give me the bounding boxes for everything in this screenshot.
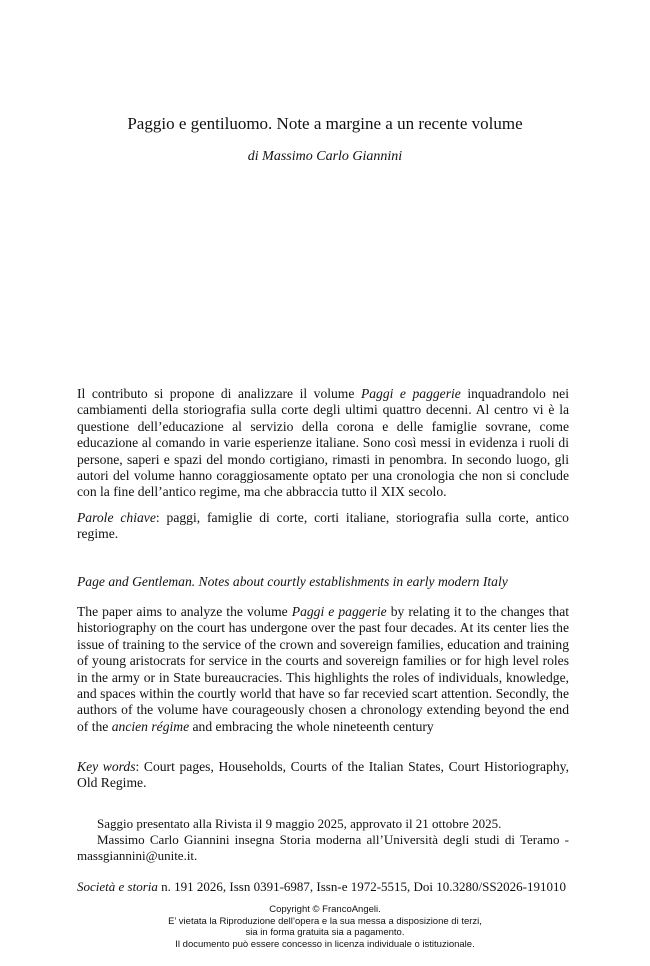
journal-name: Società e storia — [77, 879, 158, 894]
abstract-en-text-1: The paper aims to analyze the volume — [77, 604, 292, 619]
abstract-en-text-3: and embracing the whole nineteenth century — [189, 718, 434, 734]
citation-details: n. 191 2026, Issn 0391-6987, Issn-e 1972-5515, Doi 10.3280/SS2026-191010 — [157, 879, 566, 894]
copyright-line-1: Copyright © FrancoAngeli. — [269, 904, 381, 915]
abstract-en-ancien-regime: ancien régime — [111, 718, 190, 734]
article-title: Paggio e gentiluomo. Note a margine a un recente volume — [127, 114, 523, 133]
abstract-english — [77, 604, 569, 735]
copyright-notice — [0, 904, 650, 950]
keywords-it-text: : paggi, famiglie di corte, corti italiane, storiografia sulla corte, antico regime. — [77, 510, 569, 542]
keywords-en-text: : Court pages, Households, Courts of the Italian States, Court Historiography, Old Regime. — [77, 759, 569, 791]
keywords-italian — [77, 510, 569, 543]
copyright-line-4: Il documento può essere concesso in licenza individuale o istituzionale. — [175, 938, 475, 950]
journal-citation — [77, 879, 569, 895]
english-title: Page and Gentleman. Notes about courtly establishments in early modern Italy — [77, 574, 508, 589]
keywords-it-label: Parole chiave — [77, 510, 156, 525]
keywords-en-label: Key words — [77, 759, 136, 774]
keywords-english — [77, 759, 569, 792]
abstract-it-text-2: inquadrandolo nei cambiamenti della storiografia sulla corte degli ultimi quattro decenni. Al centro vi è la questione dell’educazione al servizio della corona e delle famiglie sovrane, come educazione al comando in varie esperienze italiane. Sono così messi in evidenza i ruoli di persone, saperi e spazi del mondo cortigiano, rimasti in penombra. In secondo luogo, gli autori del volume hanno coraggiosamente optato per una cronologia che non si conclude con la fine dell’antico regime, ma che abbraccia tutto il XIX secolo. — [77, 386, 569, 500]
copyright-line-3: sia in forma gratuita sia a pagamento. — [245, 927, 405, 938]
abstract-it-book-title: Paggi e paggerie — [360, 386, 461, 401]
author-affiliation: Massimo Carlo Giannini insegna Storia moderna all’Università degli studi di Teramo - massgiannini@unite.it. — [77, 832, 569, 863]
copyright-line-2: E’ vietata la Riproduzione dell’opera e la sua messa a disposizione di terzi, — [168, 915, 482, 927]
submission-note: Saggio presentato alla Rivista il 9 maggio 2025, approvato il 21 ottobre 2025. — [97, 816, 502, 831]
footnotes — [77, 816, 569, 864]
abstract-en-text-2: by relating it to the changes that historiography on the court has undergone over the past four decades. At its center lies the issue of training to the service of the crown and sovereign families, education and training of young aristocrats for service in the courts and sovereign families or for high level roles in the army or in State bureaucracies. This highlights the roles of individuals, knowledge, and spaces within the courtly world that have so far recevied scart attention. Secondly, the authors of the volume have courageously chosen a chronology extending beyond the end of the — [77, 604, 569, 734]
article-author: di Massimo Carlo Giannini — [247, 149, 403, 164]
abstract-italian — [77, 386, 569, 501]
abstract-it-text-1: Il contributo si propone di analizzare il volume — [77, 386, 361, 401]
abstract-en-book-title: Paggi e paggerie — [291, 604, 387, 619]
